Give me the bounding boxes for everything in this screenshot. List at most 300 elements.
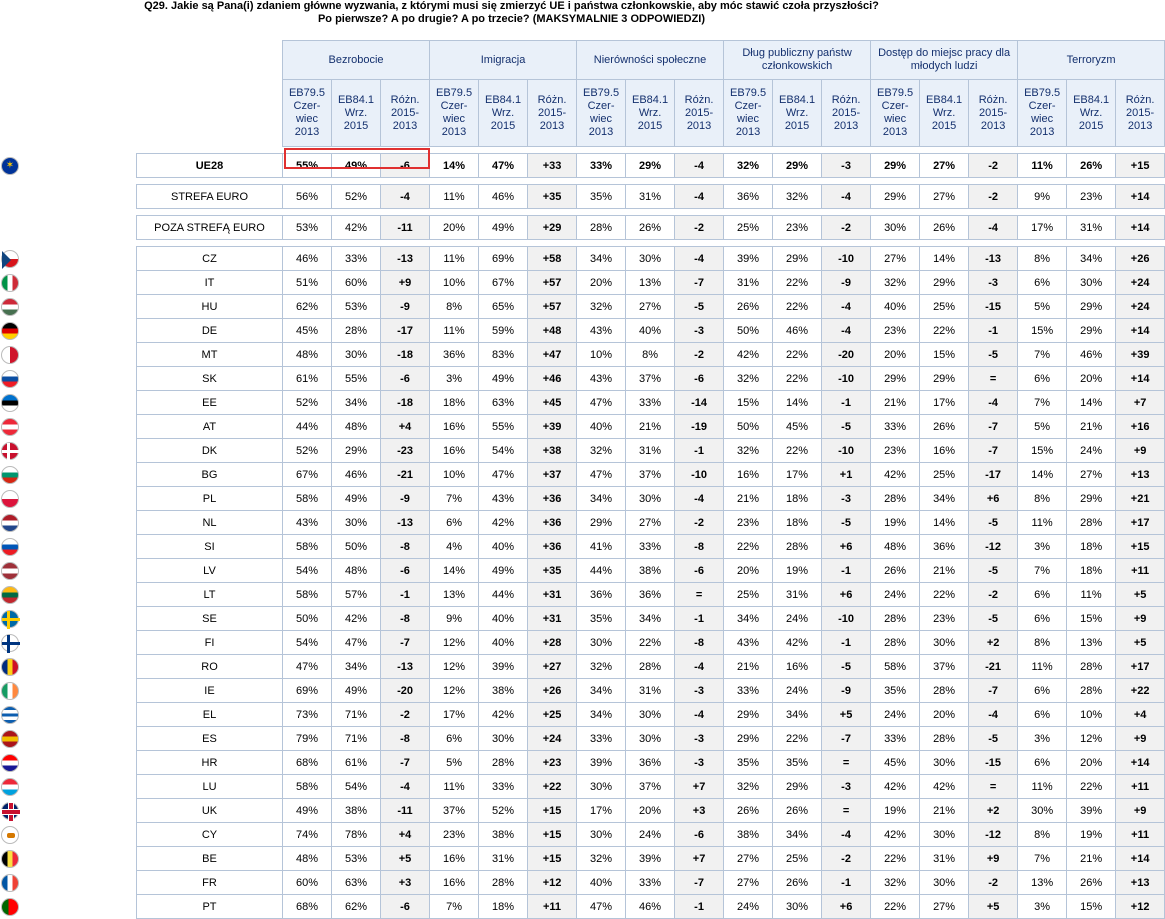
data-cell: 38%	[332, 799, 381, 823]
flag-hu-icon	[1, 298, 19, 316]
data-cell: 12%	[430, 655, 479, 679]
data-cell: +1	[822, 463, 871, 487]
data-cell: 50%	[724, 319, 773, 343]
data-cell: 83%	[479, 343, 528, 367]
data-cell: +12	[528, 871, 577, 895]
data-cell: 21%	[871, 391, 920, 415]
data-cell: +24	[1116, 295, 1165, 319]
row-label: STREFA EURO	[137, 185, 283, 209]
table-row	[137, 247, 1165, 271]
data-cell: 47%	[577, 391, 626, 415]
data-cell: 54%	[283, 559, 332, 583]
data-cell: 26%	[724, 799, 773, 823]
data-cell: -6	[381, 367, 430, 391]
data-cell: 30%	[332, 511, 381, 535]
data-cell: +3	[381, 871, 430, 895]
data-cell: 28%	[332, 319, 381, 343]
data-cell: 13%	[430, 583, 479, 607]
data-cell: -1	[675, 607, 724, 631]
data-cell: 40%	[577, 415, 626, 439]
data-cell: 41%	[577, 535, 626, 559]
results-table	[136, 40, 1165, 919]
row-label: LV	[137, 559, 283, 583]
data-cell: +11	[528, 895, 577, 919]
data-cell: -4	[675, 487, 724, 511]
data-cell: 36%	[626, 751, 675, 775]
data-cell: 28%	[1067, 655, 1116, 679]
data-cell: -2	[969, 185, 1018, 209]
data-cell: 55%	[283, 154, 332, 178]
data-cell: 33%	[626, 391, 675, 415]
data-cell: 42%	[871, 463, 920, 487]
data-cell: 28%	[871, 487, 920, 511]
data-cell: 29%	[773, 247, 822, 271]
data-cell: -4	[822, 319, 871, 343]
data-cell: 37%	[430, 799, 479, 823]
data-cell: 24%	[871, 703, 920, 727]
row-spacer	[137, 178, 1165, 185]
data-cell: 22%	[773, 727, 822, 751]
data-cell: 26%	[773, 871, 822, 895]
flag-ee-icon	[1, 394, 19, 412]
data-cell: 53%	[332, 847, 381, 871]
data-cell: -20	[381, 679, 430, 703]
data-cell: -4	[822, 823, 871, 847]
data-cell: 14%	[430, 559, 479, 583]
data-cell: 25%	[724, 583, 773, 607]
data-cell: 32%	[577, 655, 626, 679]
data-cell: 31%	[626, 439, 675, 463]
row-label: FR	[137, 871, 283, 895]
data-cell: 16%	[430, 871, 479, 895]
table-row	[137, 655, 1165, 679]
data-cell: 29%	[724, 703, 773, 727]
data-cell: 6%	[1018, 703, 1067, 727]
data-cell: 43%	[577, 367, 626, 391]
data-cell: +5	[1116, 583, 1165, 607]
data-cell: -4	[675, 185, 724, 209]
data-cell: 54%	[479, 439, 528, 463]
data-cell: -2	[969, 871, 1018, 895]
data-cell: 45%	[283, 319, 332, 343]
row-label: CZ	[137, 247, 283, 271]
table-row	[137, 583, 1165, 607]
table-row	[137, 751, 1165, 775]
data-cell: =	[969, 367, 1018, 391]
data-cell: -5	[969, 607, 1018, 631]
data-cell: -15	[969, 295, 1018, 319]
data-cell: -3	[675, 751, 724, 775]
data-cell: 42%	[479, 511, 528, 535]
data-cell: 49%	[283, 799, 332, 823]
data-cell: -4	[969, 391, 1018, 415]
table-row	[137, 895, 1165, 919]
data-cell: -9	[381, 487, 430, 511]
data-cell: 6%	[1018, 271, 1067, 295]
data-cell: +6	[822, 583, 871, 607]
data-cell: -10	[822, 439, 871, 463]
data-cell: 29%	[920, 271, 969, 295]
data-cell: 33%	[577, 727, 626, 751]
data-cell: 15%	[1067, 607, 1116, 631]
data-cell: +23	[528, 751, 577, 775]
data-cell: 36%	[920, 535, 969, 559]
data-cell: +58	[528, 247, 577, 271]
data-cell: 48%	[283, 343, 332, 367]
data-cell: 13%	[626, 271, 675, 295]
table-row	[137, 391, 1165, 415]
data-cell: 37%	[626, 367, 675, 391]
table-row	[137, 439, 1165, 463]
data-cell: 29%	[871, 154, 920, 178]
data-cell: -2	[675, 216, 724, 240]
data-cell: 23%	[871, 319, 920, 343]
data-cell: 7%	[1018, 343, 1067, 367]
data-cell: +14	[1116, 319, 1165, 343]
data-cell: 14%	[1067, 391, 1116, 415]
data-cell: +9	[1116, 727, 1165, 751]
data-cell: 42%	[332, 216, 381, 240]
data-cell: 40%	[479, 607, 528, 631]
row-label: UE28	[137, 154, 283, 178]
data-cell: 37%	[626, 775, 675, 799]
data-cell: +24	[528, 727, 577, 751]
data-cell: 44%	[479, 583, 528, 607]
data-cell: 33%	[332, 247, 381, 271]
data-cell: 53%	[283, 216, 332, 240]
flag-nl-icon	[1, 514, 19, 532]
data-cell: 11%	[430, 185, 479, 209]
data-cell: 18%	[430, 391, 479, 415]
data-cell: -8	[675, 535, 724, 559]
data-cell: 65%	[479, 295, 528, 319]
flag-fi-icon	[1, 634, 19, 652]
data-cell: -6	[675, 823, 724, 847]
data-cell: -7	[675, 871, 724, 895]
data-cell: 26%	[626, 216, 675, 240]
flag-ro-icon	[1, 658, 19, 676]
data-cell: +39	[1116, 343, 1165, 367]
row-label: AT	[137, 415, 283, 439]
data-cell: 27%	[626, 511, 675, 535]
data-cell: -5	[675, 295, 724, 319]
data-cell: 39%	[577, 751, 626, 775]
header-blank-cell	[137, 41, 283, 147]
data-cell: 6%	[430, 727, 479, 751]
data-cell: 21%	[1067, 415, 1116, 439]
data-cell: +14	[1116, 367, 1165, 391]
data-cell: 63%	[479, 391, 528, 415]
row-label: IE	[137, 679, 283, 703]
data-cell: +39	[528, 415, 577, 439]
data-cell: +5	[381, 847, 430, 871]
data-cell: 29%	[920, 367, 969, 391]
data-cell: 58%	[283, 583, 332, 607]
data-cell: +26	[528, 679, 577, 703]
data-cell: 67%	[479, 271, 528, 295]
data-cell: -11	[381, 799, 430, 823]
data-cell: 28%	[626, 655, 675, 679]
data-cell: -6	[381, 895, 430, 919]
data-cell: 27%	[626, 295, 675, 319]
flag-el-icon	[1, 706, 19, 724]
data-cell: 28%	[479, 751, 528, 775]
data-cell: 11%	[1067, 583, 1116, 607]
data-cell: -4	[969, 703, 1018, 727]
data-cell: 52%	[332, 185, 381, 209]
data-cell: -6	[675, 559, 724, 583]
data-cell: +14	[1116, 216, 1165, 240]
data-cell: +17	[1116, 655, 1165, 679]
data-cell: 6%	[1018, 607, 1067, 631]
data-cell: 48%	[332, 415, 381, 439]
data-cell: -21	[969, 655, 1018, 679]
data-cell: +15	[528, 823, 577, 847]
data-cell: 36%	[626, 583, 675, 607]
data-cell: -2	[675, 511, 724, 535]
data-cell: 25%	[724, 216, 773, 240]
data-cell: 45%	[871, 751, 920, 775]
data-cell: -2	[969, 154, 1018, 178]
data-cell: 30%	[626, 703, 675, 727]
data-cell: 29%	[724, 727, 773, 751]
data-cell: 10%	[430, 463, 479, 487]
data-cell: 42%	[920, 775, 969, 799]
data-cell: -8	[381, 607, 430, 631]
data-cell: 74%	[283, 823, 332, 847]
row-label: SK	[137, 367, 283, 391]
data-cell: +13	[1116, 463, 1165, 487]
data-cell: +14	[1116, 847, 1165, 871]
data-cell: 30%	[577, 823, 626, 847]
data-cell: 42%	[773, 631, 822, 655]
data-cell: 26%	[773, 799, 822, 823]
data-cell: 58%	[283, 775, 332, 799]
data-cell: +25	[528, 703, 577, 727]
data-cell: -15	[969, 751, 1018, 775]
data-cell: 14%	[773, 391, 822, 415]
title-line-2: Po pierwsze? A po drugie? A po trzecie? (MAKSYMALNIE 3 ODPOWIEDZI)	[317, 13, 706, 25]
data-cell: +31	[528, 607, 577, 631]
group-header-0: Bezrobocie	[283, 41, 430, 80]
data-cell: 7%	[1018, 391, 1067, 415]
data-cell: 23%	[430, 823, 479, 847]
data-cell: 39%	[724, 247, 773, 271]
data-cell: -1	[822, 871, 871, 895]
data-cell: 20%	[626, 799, 675, 823]
data-cell: +3	[675, 799, 724, 823]
data-cell: 37%	[920, 655, 969, 679]
data-cell: 31%	[1067, 216, 1116, 240]
data-cell: +46	[528, 367, 577, 391]
data-cell: 69%	[283, 679, 332, 703]
data-cell: 34%	[1067, 247, 1116, 271]
data-cell: 22%	[773, 439, 822, 463]
data-cell: +13	[1116, 871, 1165, 895]
data-cell: 34%	[626, 607, 675, 631]
data-cell: -6	[381, 559, 430, 583]
data-cell: 21%	[626, 415, 675, 439]
flag-pl-icon	[1, 490, 19, 508]
data-cell: 23%	[871, 439, 920, 463]
data-cell: -5	[969, 727, 1018, 751]
row-label: ES	[137, 727, 283, 751]
data-cell: 22%	[920, 583, 969, 607]
flag-cz-icon	[1, 250, 19, 268]
data-cell: +9	[1116, 607, 1165, 631]
subheader-5-0: EB79.5 Czer-wiec 2013	[1018, 80, 1067, 147]
group-header-2: Nierówności społeczne	[577, 41, 724, 80]
data-cell: -4	[381, 775, 430, 799]
data-cell: 42%	[332, 607, 381, 631]
data-cell: 35%	[773, 751, 822, 775]
row-label: HU	[137, 295, 283, 319]
data-cell: 14%	[920, 247, 969, 271]
data-cell: 21%	[724, 655, 773, 679]
table-row	[137, 799, 1165, 823]
data-cell: -8	[675, 631, 724, 655]
data-cell: 15%	[724, 391, 773, 415]
data-cell: 9%	[430, 607, 479, 631]
data-cell: 20%	[871, 343, 920, 367]
data-cell: 11%	[1018, 511, 1067, 535]
data-cell: +7	[675, 847, 724, 871]
data-cell: 46%	[1067, 343, 1116, 367]
data-cell: 59%	[479, 319, 528, 343]
data-cell: 40%	[577, 871, 626, 895]
data-cell: 3%	[1018, 535, 1067, 559]
data-cell: +6	[822, 535, 871, 559]
data-cell: -4	[675, 703, 724, 727]
data-cell: +11	[1116, 775, 1165, 799]
flag-bg-icon	[1, 466, 19, 484]
data-cell: 40%	[626, 319, 675, 343]
table-row	[137, 343, 1165, 367]
data-cell: 30%	[479, 727, 528, 751]
row-label: DE	[137, 319, 283, 343]
data-cell: 49%	[332, 679, 381, 703]
data-cell: 32%	[724, 775, 773, 799]
data-cell: 46%	[626, 895, 675, 919]
data-cell: 11%	[1018, 154, 1067, 178]
data-cell: -17	[381, 319, 430, 343]
data-cell: -7	[969, 415, 1018, 439]
data-cell: 42%	[871, 823, 920, 847]
data-cell: -5	[969, 559, 1018, 583]
data-cell: -2	[822, 216, 871, 240]
data-cell: 28%	[920, 727, 969, 751]
data-cell: 39%	[1067, 799, 1116, 823]
flag-be-icon	[1, 850, 19, 868]
data-cell: 57%	[332, 583, 381, 607]
data-cell: 26%	[1067, 154, 1116, 178]
subheader-0-0: EB79.5 Czer-wiec 2013	[283, 80, 332, 147]
table-row	[137, 679, 1165, 703]
data-cell: 6%	[1018, 679, 1067, 703]
data-cell: 29%	[1067, 295, 1116, 319]
data-cell: 34%	[577, 487, 626, 511]
data-cell: 14%	[920, 511, 969, 535]
flag-at-icon	[1, 418, 19, 436]
data-cell: 34%	[332, 391, 381, 415]
data-cell: 69%	[479, 247, 528, 271]
row-label: MT	[137, 343, 283, 367]
data-cell: 24%	[626, 823, 675, 847]
data-cell: +37	[528, 463, 577, 487]
table-row	[137, 607, 1165, 631]
row-label: SE	[137, 607, 283, 631]
data-cell: 31%	[626, 679, 675, 703]
data-cell: 23%	[724, 511, 773, 535]
data-cell: 19%	[871, 799, 920, 823]
data-cell: 51%	[283, 271, 332, 295]
data-cell: -2	[675, 343, 724, 367]
data-cell: +57	[528, 271, 577, 295]
data-cell: +36	[528, 511, 577, 535]
data-cell: 40%	[479, 631, 528, 655]
data-cell: 26%	[920, 216, 969, 240]
data-cell: 28%	[577, 216, 626, 240]
data-cell: 33%	[871, 727, 920, 751]
table-row	[137, 487, 1165, 511]
data-cell: 42%	[479, 703, 528, 727]
data-cell: +31	[528, 583, 577, 607]
data-cell: 6%	[1018, 583, 1067, 607]
data-cell: -4	[675, 247, 724, 271]
data-cell: 18%	[1067, 559, 1116, 583]
table-row	[137, 319, 1165, 343]
data-cell: +27	[528, 655, 577, 679]
data-cell: -4	[381, 185, 430, 209]
table-row	[137, 871, 1165, 895]
data-cell: 7%	[1018, 559, 1067, 583]
data-cell: 11%	[1018, 775, 1067, 799]
data-cell: 8%	[1018, 823, 1067, 847]
flag-es-icon	[1, 730, 19, 748]
data-cell: 50%	[332, 535, 381, 559]
data-cell: 58%	[283, 487, 332, 511]
data-cell: 28%	[871, 607, 920, 631]
data-cell: 16%	[430, 439, 479, 463]
data-cell: 62%	[283, 295, 332, 319]
data-cell: 16%	[430, 847, 479, 871]
data-cell: -7	[381, 751, 430, 775]
data-cell: 11%	[430, 775, 479, 799]
data-cell: 43%	[479, 487, 528, 511]
data-cell: 38%	[626, 559, 675, 583]
data-cell: -4	[969, 216, 1018, 240]
data-cell: 20%	[724, 559, 773, 583]
data-cell: -13	[969, 247, 1018, 271]
data-cell: +33	[528, 154, 577, 178]
data-cell: +36	[528, 535, 577, 559]
data-cell: 47%	[577, 463, 626, 487]
data-cell: 34%	[332, 655, 381, 679]
table-row	[137, 295, 1165, 319]
data-cell: -20	[822, 343, 871, 367]
row-label: PL	[137, 487, 283, 511]
data-cell: 23%	[920, 607, 969, 631]
data-cell: 46%	[283, 247, 332, 271]
data-cell: 47%	[577, 895, 626, 919]
row-label: LU	[137, 775, 283, 799]
row-label: DK	[137, 439, 283, 463]
data-cell: +7	[1116, 391, 1165, 415]
data-cell: 22%	[773, 367, 822, 391]
data-cell: 21%	[724, 487, 773, 511]
data-cell: 50%	[283, 607, 332, 631]
data-cell: 49%	[479, 367, 528, 391]
